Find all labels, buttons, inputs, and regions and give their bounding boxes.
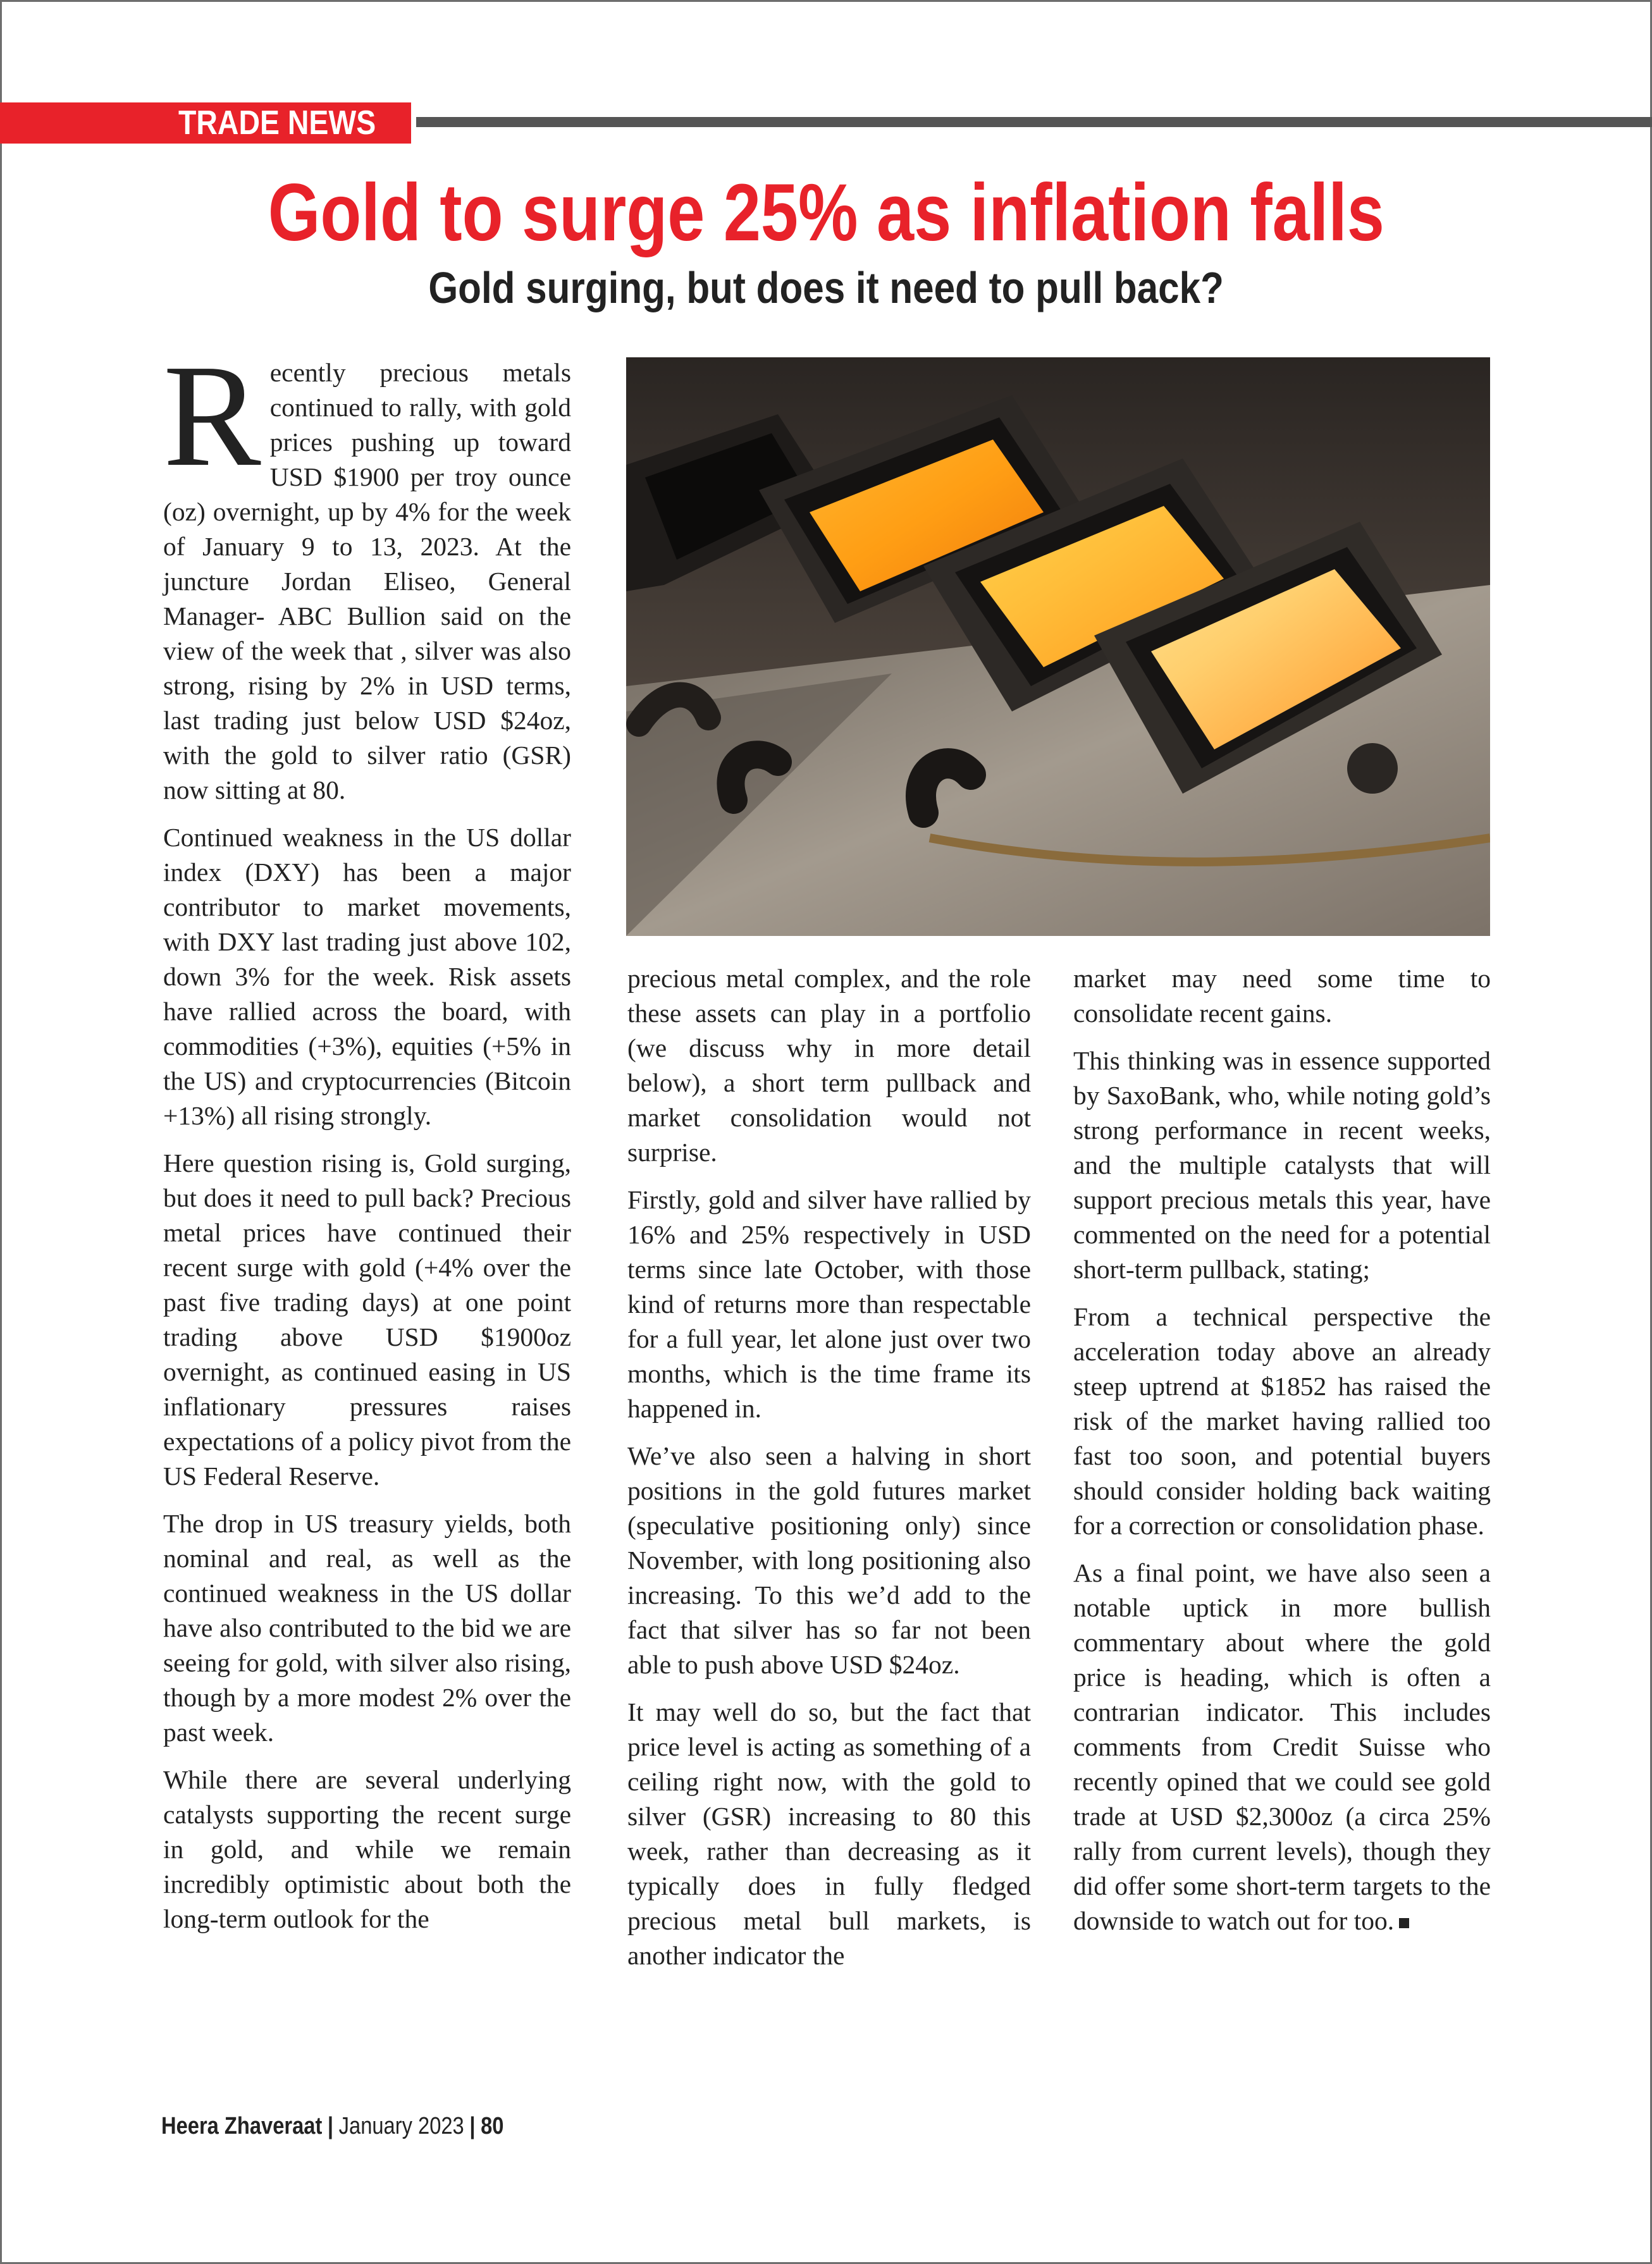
article-paragraph: It may well do so, but the fact that price level is acting as something of a ceiling right now, with the gold to silver (GSR) increasing to 80 this week, rather than decreasing as it typically does in fully fledged precious metal bull markets, is another indicator the: [627, 1697, 1031, 1970]
article-paragraph: precious metal complex, and the role these assets can play in a portfolio (we discuss why in more detail below), a short term pullback and market consolidation would not surprise.: [627, 964, 1031, 1167]
article-column-1: [163, 335, 571, 1949]
article-column-2: [627, 961, 1031, 1986]
paragraph-text: As a final point, we have also seen a notable uptick in more bullish commentary about where the gold price is heading, which is often a contrarian indicator. This includes comments from Credit Suisse who recently opined that we could see gold trade at USD $2,300oz (a circa 25% rally from current levels), though they did offer some short-term targets to the downside to watch out for too.: [1073, 1558, 1491, 1935]
subheadline: [0, 259, 1652, 316]
article-paragraph: Firstly, gold and silver have rallied by 16% and 25% respectively in USD terms since late October, with those kind of returns more than respectable for a full year, let alone just over two months, which is the time frame its happened in.: [627, 1185, 1031, 1423]
page-footer: [161, 2111, 560, 2141]
footer-date: January 2023: [338, 2113, 464, 2139]
paragraph-text: ecently precious metals continued to rally, with gold prices pushing up toward USD $1900 per troy ounce (oz) overnight, up by 4% for the week of January 9 to 13, 2023. At the juncture Jordan Eliseo, General Manager- ABC Bullion said on the view of the week that , silver was also strong, rising by 2% in USD terms, last trading just below USD $24oz, with the gold to silver ratio (GSR) now sitting at 80.: [163, 358, 571, 804]
article-paragraph: While there are several underlying catalysts supporting the recent surge in gold, and while we remain incredibly optimistic about both the long-term outlook for the: [163, 1765, 571, 1933]
section-rule: [416, 117, 1652, 127]
article-paragraph: Here question rising is, Gold surging, but does it need to pull back? Precious metal prices have continued their recent surge with gold (+4% over the past five trading days) at one point trading above USD $1900oz overnight, as continued easing in US inflationary pressures raises expectations of a policy pivot from the US Federal Reserve.: [163, 1148, 571, 1491]
drop-cap: R: [163, 335, 261, 497]
end-of-article-square-icon: [1399, 1918, 1409, 1928]
article-paragraph: The drop in US treasury yields, both nominal and real, as well as the continued weakness in the US dollar have also contributed to the bid we are seeing for gold, with silver also rising, though by a more modest 2% over the past week.: [163, 1509, 571, 1747]
footer-page-number: 80: [481, 2113, 504, 2139]
footer-separator: |: [327, 2113, 334, 2139]
article-paragraph: [1073, 1556, 1491, 1938]
article-paragraph: From a technical perspective the acceleration today above an already steep uptrend at $1852 has raised the risk of the market having rallied too fast too soon, and potential buyers should consider holding back waiting for a correction or consolidation phase.: [1073, 1302, 1491, 1540]
section-label: TRADE NEWS: [178, 104, 376, 142]
headline-text: Gold to surge 25% as inflation falls: [268, 168, 1384, 258]
headline: [0, 166, 1652, 261]
gold-bars-photo: [626, 357, 1490, 936]
article-column-3: [1073, 961, 1491, 1951]
article-paragraph: This thinking was in essence supported by SaxoBank, who, while noting gold’s strong performance in recent weeks, and the multiple catalysts that will support precious metals this year, have commented on the need for a potential short-term pullback, stating;: [1073, 1046, 1491, 1284]
subheadline-text: Gold surging, but does it need to pull back?: [428, 263, 1224, 312]
footer-separator: |: [469, 2113, 476, 2139]
article-paragraph: We’ve also seen a halving in short positions in the gold futures market (speculative positioning only) since November, with long positioning also increasing. To this we’d add to the fact that silver has so far not been able to push above USD $24oz.: [627, 1441, 1031, 1679]
article-paragraph: [163, 335, 571, 808]
article-paragraph: market may need some time to consolidate recent gains.: [1073, 964, 1491, 1028]
article-paragraph: Continued weakness in the US dollar index (DXY) has been a major contributor to market movements, with DXY last trading just above 102, down 3% for the week. Risk assets have rallied across the board, with commodities (+3%), equities (+5% in the US) and cryptocurrencies (Bitcoin +13%) all rising strongly.: [163, 823, 571, 1130]
footer-publication: Heera Zhaveraat: [161, 2113, 323, 2139]
